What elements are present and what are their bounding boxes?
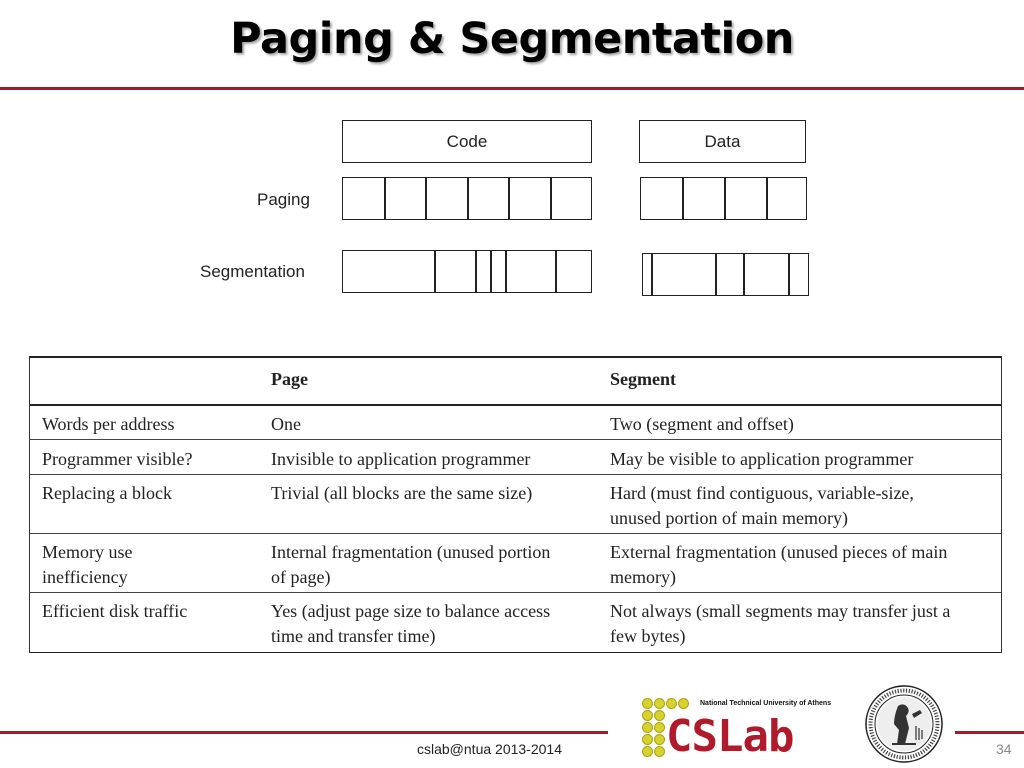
- row-divider: [30, 592, 1001, 593]
- row-segment: Hard (must find contiguous, variable-size,: [610, 483, 914, 503]
- row-feature: Replacing a block: [42, 483, 172, 503]
- page-number: 34: [996, 741, 1012, 757]
- row-page: Trivial (all blocks are the same size): [271, 483, 533, 503]
- paging-label: Paging: [257, 190, 310, 209]
- page-divider: [724, 178, 726, 219]
- row-segment: External fragmentation (unused pieces of main: [610, 542, 948, 562]
- row-feature: Words per address: [42, 414, 175, 434]
- row-divider: [30, 439, 1001, 440]
- row-page: Invisible to application programmer: [271, 449, 531, 469]
- row-segment: Not always (small segments may transfer just a: [610, 601, 951, 621]
- table-bottom-rule: [30, 652, 1001, 654]
- university-name: National Technical University of Athens: [700, 700, 832, 707]
- page-divider: [384, 178, 386, 219]
- page-divider: [508, 178, 510, 219]
- row-feature: Efficient disk traffic: [42, 601, 188, 621]
- row-page-line2: of page): [271, 567, 331, 587]
- segment-divider: [651, 254, 653, 295]
- data-paging-box: [640, 177, 807, 220]
- page-divider: [766, 178, 768, 219]
- footer-text: cslab@ntua 2013-2014: [417, 741, 562, 757]
- segment-divider: [434, 251, 436, 292]
- row-feature: Programmer visible?: [42, 449, 193, 469]
- page-divider: [682, 178, 684, 219]
- row-segment-line2: unused portion of main memory): [610, 508, 848, 528]
- row-feature-line2: inefficiency: [42, 567, 128, 587]
- segment-divider: [475, 251, 477, 292]
- table-top-rule: [30, 356, 1001, 358]
- title-divider: [0, 87, 1024, 90]
- table-header-segment: Segment: [610, 369, 676, 389]
- data-segmentation-box: [642, 253, 809, 296]
- row-segment: May be visible to application programmer: [610, 449, 914, 469]
- row-segment-line2: memory): [610, 567, 676, 587]
- footer-divider-left: [0, 731, 608, 734]
- cslab-wordmark: CSLab: [666, 711, 794, 762]
- code-label: Code: [446, 131, 488, 151]
- footer-divider-right: [955, 731, 1024, 734]
- page-divider: [467, 178, 469, 219]
- row-page-line2: time and transfer time): [271, 626, 436, 646]
- cslab-logo: [640, 698, 855, 764]
- comparison-table: [29, 356, 1002, 653]
- segment-divider: [788, 254, 790, 295]
- ntua-seal-icon: [864, 684, 944, 764]
- row-segment-line2: few bytes): [610, 626, 686, 646]
- table-header-rule: [30, 404, 1001, 406]
- segment-divider: [743, 254, 745, 295]
- segment-divider: [715, 254, 717, 295]
- segment-divider: [490, 251, 492, 292]
- row-page: Internal fragmentation (unused portion: [271, 542, 551, 562]
- page-divider: [550, 178, 552, 219]
- row-page: Yes (adjust page size to balance access: [271, 601, 551, 621]
- segmentation-label: Segmentation: [200, 262, 305, 281]
- code-paging-box: [342, 177, 592, 220]
- page-divider: [425, 178, 427, 219]
- data-label: Data: [704, 131, 741, 151]
- slide-title: Paging & Segmentation: [230, 14, 794, 64]
- table-header-page: Page: [271, 369, 308, 389]
- row-divider: [30, 474, 1001, 475]
- row-page: One: [271, 414, 301, 434]
- segment-divider: [505, 251, 507, 292]
- row-divider: [30, 533, 1001, 534]
- row-segment: Two (segment and offset): [610, 414, 794, 434]
- segment-divider: [555, 251, 557, 292]
- row-feature: Memory use: [42, 542, 133, 562]
- code-box: [342, 120, 592, 163]
- data-box: [639, 120, 806, 163]
- code-segmentation-box: [342, 250, 592, 293]
